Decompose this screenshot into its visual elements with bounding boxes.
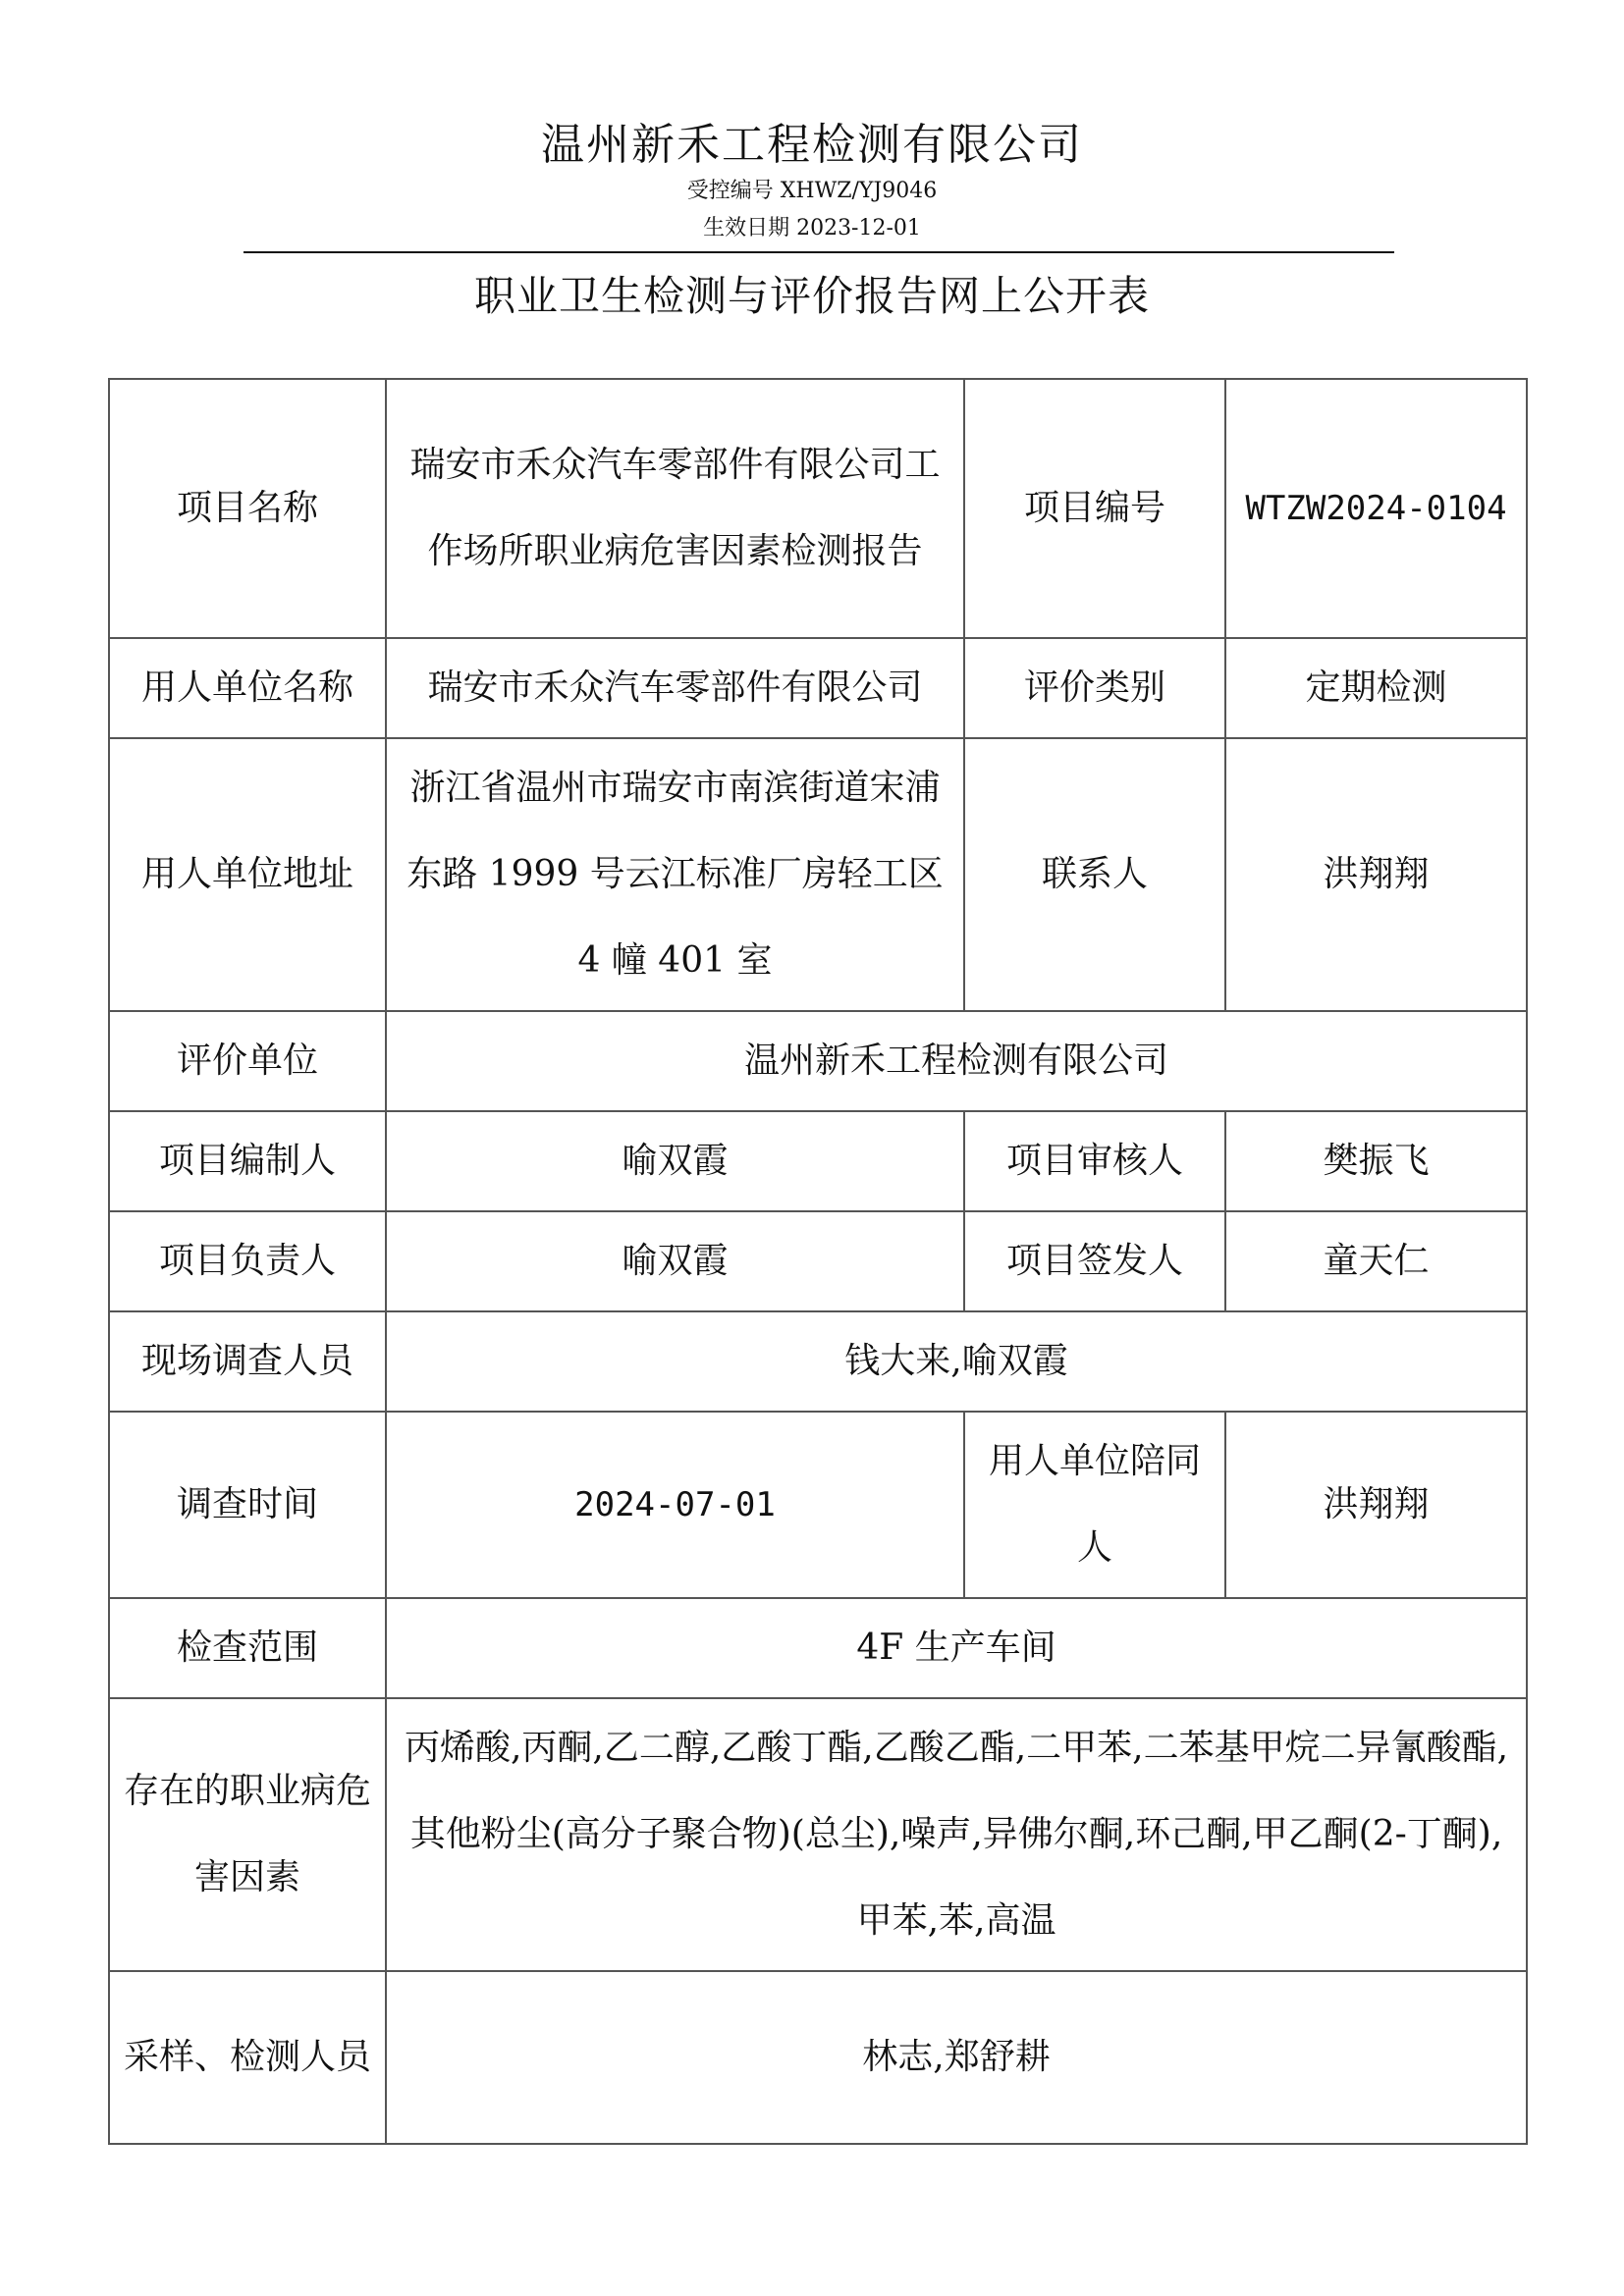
hazards-value: 丙烯酸,丙酮,乙二醇,乙酸丁酯,乙酸乙酯,二甲苯,二苯基甲烷二异氰酸酯,其他粉尘(高分子聚合物)(总尘),噪声,异佛尔酮,环己酮,甲乙酮(2-丁酮),甲苯,苯,高温 [386,1698,1527,1971]
leader-value: 喻双霞 [386,1211,964,1311]
compiler-label: 项目编制人 [109,1111,386,1211]
scope-label: 检查范围 [109,1598,386,1698]
employer-address-label: 用人单位地址 [109,738,386,1011]
project-no-label: 项目编号 [964,379,1225,638]
eval-org-value: 温州新禾工程检测有限公司 [386,1011,1527,1111]
employer-address-value: 浙江省温州市瑞安市南滨街道宋浦东路 1999 号云江标准厂房轻工区 4 幢 401 室 [386,738,964,1011]
contact-label: 联系人 [964,738,1225,1011]
control-number: 受控编号 XHWZ/YJ9046 [686,179,938,203]
contact-value: 洪翔翔 [1225,738,1527,1011]
eval-org-label: 评价单位 [109,1011,386,1111]
project-name-label: 项目名称 [109,379,386,638]
issuer-value: 童天仁 [1225,1211,1527,1311]
escort-label: 用人单位陪同人 [964,1412,1225,1598]
row-project-name [109,379,1527,638]
row-survey-date [109,1412,1527,1598]
issuer-label: 项目签发人 [964,1211,1225,1311]
row-surveyors [109,1311,1527,1412]
employer-name-value: 瑞安市禾众汽车零部件有限公司 [386,638,964,738]
row-hazards [109,1698,1527,1971]
samplers-value: 林志,郑舒耕 [386,1971,1527,2144]
row-leader [109,1211,1527,1311]
hazards-label: 存在的职业病危害因素 [109,1698,386,1971]
project-name-value: 瑞安市禾众汽车零部件有限公司工作场所职业病危害因素检测报告 [386,379,964,638]
document-title: 职业卫生检测与评价报告网上公开表 [473,272,1150,320]
compiler-value: 喻双霞 [386,1111,964,1211]
scope-value: 4F 生产车间 [386,1598,1527,1698]
eval-type-label: 评价类别 [964,638,1225,738]
samplers-label: 采样、检测人员 [109,1971,386,2144]
surveyors-value: 钱大来,喻双霞 [386,1311,1527,1412]
row-employer-address [109,738,1527,1011]
leader-label: 项目负责人 [109,1211,386,1311]
project-no-value: WTZW2024-0104 [1225,379,1527,638]
company-name: 温州新禾工程检测有限公司 [541,120,1083,170]
employer-name-label: 用人单位名称 [109,638,386,738]
escort-value: 洪翔翔 [1225,1412,1527,1598]
disclosure-table [108,378,1528,2145]
header-divider [244,251,1394,253]
reviewer-value: 樊振飞 [1225,1111,1527,1211]
survey-date-label: 调查时间 [109,1412,386,1598]
surveyors-label: 现场调查人员 [109,1311,386,1412]
row-employer-name [109,638,1527,738]
row-eval-org [109,1011,1527,1111]
reviewer-label: 项目审核人 [964,1111,1225,1211]
row-compiler [109,1111,1527,1211]
survey-date-value: 2024-07-01 [386,1412,964,1598]
row-samplers [109,1971,1527,2144]
eval-type-value: 定期检测 [1225,638,1527,738]
row-scope [109,1598,1527,1698]
effective-date: 生效日期 2023-12-01 [703,216,921,240]
